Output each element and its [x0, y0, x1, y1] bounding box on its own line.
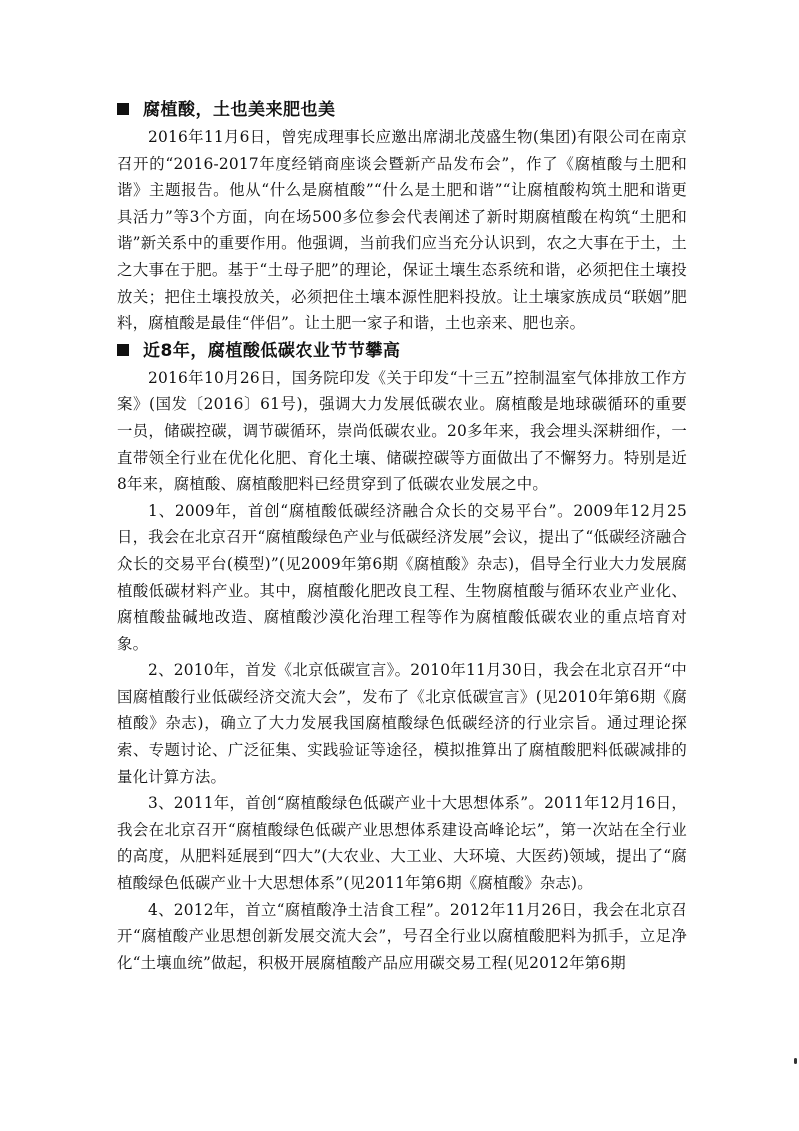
section-2-paragraph-1: 2016年10月26日，国务院印发《关于印发“十三五”控制温室气体排放工作方案》(国发〔2016〕61号)，强调大力发展低碳农业。腐植酸是地球碳循环的重要一员，储碳控碳，调节碳循环，崇尚低碳农业。20多年来，我会埋头深耕细作，一直带领全行业在优化化肥、育化土壤、储碳控碳等方面做出了不懈努力。特别是近8年来，腐植酸、腐植酸肥料已经贯穿到了低碳农业发展之中。 [117, 368, 687, 494]
document-page [117, 96, 687, 976]
section-heading-2 [117, 337, 687, 365]
section-2-paragraph-4: 3、2011年，首创“腐植酸绿色低碳产业十大思想体系”。2011年12月16日，我会在北京召开“腐植酸绿色低碳产业思想体系建设高峰论坛”，第一次站在全行业的高度，从肥料延展到“四大”(大农业、大工业、大环境、大医药)领域，提出了“腐植酸绿色低碳产业十大思想体系”(见2011年第6期《腐植酸》杂志)。 [117, 794, 687, 893]
section-heading-1 [117, 96, 687, 124]
page-edge-mark [794, 1058, 797, 1064]
section-2-paragraph-2: 1、2009年，首创“腐植酸低碳经济融合众长的交易平台”。2009年12月25日，我会在北京召开“腐植酸绿色产业与低碳经济发展”会议，提出了“低碳经济融合众长的交易平台(模型)”(见2009年第6期《腐植酸》杂志)，倡导全行业大力发展腐植酸低碳材料产业。其中，腐植酸化肥改良工程、生物腐植酸与循环农业产业化、腐植酸盐碱地改造、腐植酸沙漠化治理工程等作为腐植酸低碳农业的重点培育对象。 [117, 501, 687, 653]
section-2-paragraph-3: 2、2010年，首发《北京低碳宣言》。2010年11月30日，我会在北京召开“中国腐植酸行业低碳经济交流大会”，发布了《北京低碳宣言》(见2010年第6期《腐植酸》杂志)，确立了大力发展我国腐植酸绿色低碳经济的行业宗旨。通过理论探索、专题讨论、广泛征集、实践验证等途径，模拟推算出了腐植酸肥料低碳减排的量化计算方法。 [117, 661, 687, 786]
square-bullet-icon [117, 344, 129, 356]
section-title-2: 近8年，腐植酸低碳农业节节攀高 [143, 340, 401, 361]
section-2-paragraph-5: 4、2012年，首立“腐植酸净土洁食工程”。2012年11月26日，我会在北京召开“腐植酸产业思想创新发展交流大会”，号召全行业以腐植酸肥料为抓手，立足净化“土壤血统”做起，积极开展腐植酸产品应用碳交易工程(见2012年第6期 [117, 900, 687, 972]
section-title-1: 腐植酸，土也美来肥也美 [143, 100, 336, 120]
section-1-paragraph-1: 2016年11月6日，曾宪成理事长应邀出席湖北茂盛生物(集团)有限公司在南京召开的“2016-2017年度经销商座谈会暨新产品发布会”，作了《腐植酸与土肥和谐》主题报告。他从“什么是腐植酸”“什么是土肥和谐”“让腐植酸构筑土肥和谐更具活力”等3个方面，向在场500多位参会代表阐述了新时期腐植酸在构筑“土肥和谐”新关系中的重要作用。他强调，当前我们应当充分认识到，农之大事在于土，土之大事在于肥。基于“土母子肥”的理论，保证土壤生态系统和谐，必须把住土壤投放关；把住土壤投放关，必须把住土壤本源性肥料投放。让土壤家族成员“联姻”肥料，腐植酸是最佳“伴侣”。让土肥一家子和谐，土也亲来、肥也亲。 [117, 128, 687, 333]
square-bullet-icon [117, 103, 129, 115]
